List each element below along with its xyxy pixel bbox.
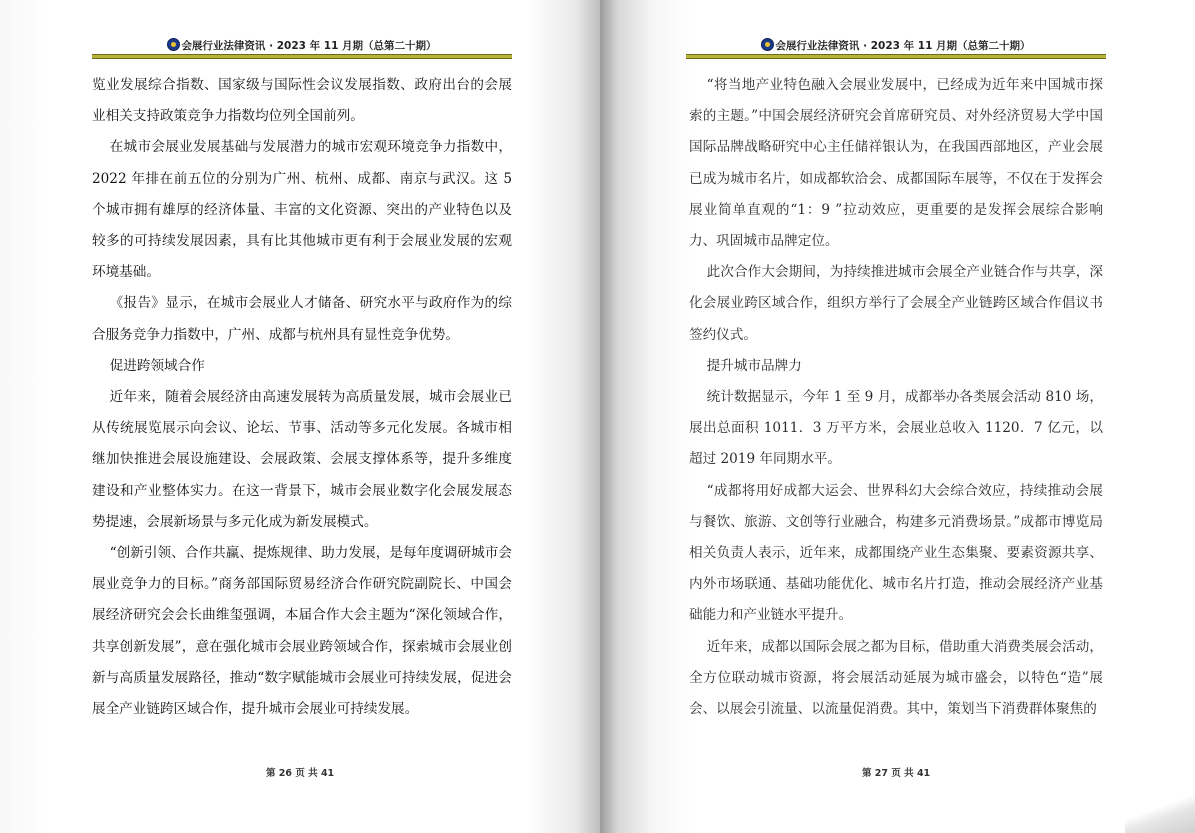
- paragraph: 览业发展综合指数、国家级与国际性会议发展指数、政府出台的会展业相关支持政策竞争力指数均位列全国前列。: [92, 77, 512, 125]
- paragraph: 统计数据显示，今年 1 至 9 月，成都举办各类展会活动 810 场，展出总面积 1011．3 万平方米，会展业总收入 1120．7 亿元，以超过 2019 年同期水平。: [689, 389, 1103, 468]
- publication-logo-icon: [761, 38, 774, 51]
- page-number: 第 26 页 共 41: [266, 768, 335, 779]
- page-curl[interactable]: [1125, 793, 1195, 833]
- publication-logo-icon: [167, 38, 180, 51]
- paragraph: 近年来，成都以国际会展之都为目标，借助重大消费类展会活动，全方位联动城市资源，将会展活动延展为城市盛会，以特色“造”展会、以展会引流量、以流量促消费。其中，策划当下消费群体聚焦的: [689, 638, 1103, 718]
- page-body: [689, 70, 1103, 725]
- paragraph: 此次合作大会期间，为持续推进城市会展全产业链合作与共享，深化会展业跨区域合作，组织方举行了会展全产业链跨区域合作倡议书签约仪式。: [689, 264, 1103, 343]
- right-page: [600, 0, 1195, 833]
- paragraph: “成都将用好成都大运会、世界科幻大会综合效应，持续推动会展与餐饮、旅游、文创等行业融合，构建多元消费场景。”成都市博览局相关负责人表示，近年来，成都围绕产业生态集聚、要素资源共享、内外市场联通、基础功能优化、城市名片打造，推动会展经济产业基础能力和产业链水平提升。: [689, 482, 1103, 624]
- section-heading: 提升城市品牌力: [706, 357, 802, 374]
- header-text: 会展行业法律资讯 · 2023 年 11 月期（总第二十期）: [775, 40, 1031, 52]
- page-number: 第 27 页 共 41: [862, 768, 931, 779]
- page-body: [92, 70, 512, 725]
- header-rule: [686, 54, 1106, 59]
- page-header: [686, 38, 1106, 54]
- paragraph: “创新引领、合作共赢、提炼规律、助力发展，是每年度调研城市会展业竞争力的目标。”商务部国际贸易经济合作研究院副院长、中国会展经济研究会会长曲维玺强调，本届合作大会主题为“深化领域合作，共享创新发展”，意在强化城市会展业跨领域合作，探索城市会展业创新与高质量发展路径，推动“数字赋能城市会展业可持续发展，促进会展全产业链跨区域合作，提升城市会展业可持续发展。: [92, 545, 512, 718]
- section-heading: 促进跨领域合作: [109, 357, 205, 374]
- header-rule: [92, 54, 512, 59]
- header-text: 会展行业法律资讯 · 2023 年 11 月期（总第二十期）: [181, 40, 437, 52]
- paragraph: 《报告》显示，在城市会展业人才储备、研究水平与政府作为的综合服务竞争力指数中，广州、成都与杭州具有显性竞争优势。: [92, 295, 512, 343]
- paragraph: 在城市会展业发展基础与发展潜力的城市宏观环境竞争力指数中，2022 年排在前五位的分别为广州、杭州、成都、南京与武汉。这 5 个城市拥有雄厚的经济体量、丰富的文化资源、突出的产业特色以及较多的可持续发展因素，具有比其他城市更有利于会展业发展的宏观环境基础。: [92, 139, 512, 281]
- paragraph: “将当地产业特色融入会展业发展中，已经成为近年来中国城市探索的主题。”中国会展经济研究会首席研究员、对外经济贸易大学中国国际品牌战略研究中心主任储祥银认为，在我国西部地区，产业会展已成为城市名片，如成都软洽会、成都国际车展等，不仅在于发挥会展业简单直观的“1：9 ”拉动效应，更重要的是发挥会展综合影响力、巩固城市品牌定位。: [689, 77, 1103, 250]
- paragraph: 近年来，随着会展经济由高速发展转为高质量发展，城市会展业已从传统展览展示向会议、论坛、节事、活动等多元化发展。各城市相继加快推进会展设施建设、会展政策、会展支撑体系等，提升多维度建设和产业整体实力。在这一背景下，城市会展业数字化会展发展态势提速，会展新场景与多元化成为新发展模式。: [92, 389, 512, 530]
- page-header: [92, 38, 512, 54]
